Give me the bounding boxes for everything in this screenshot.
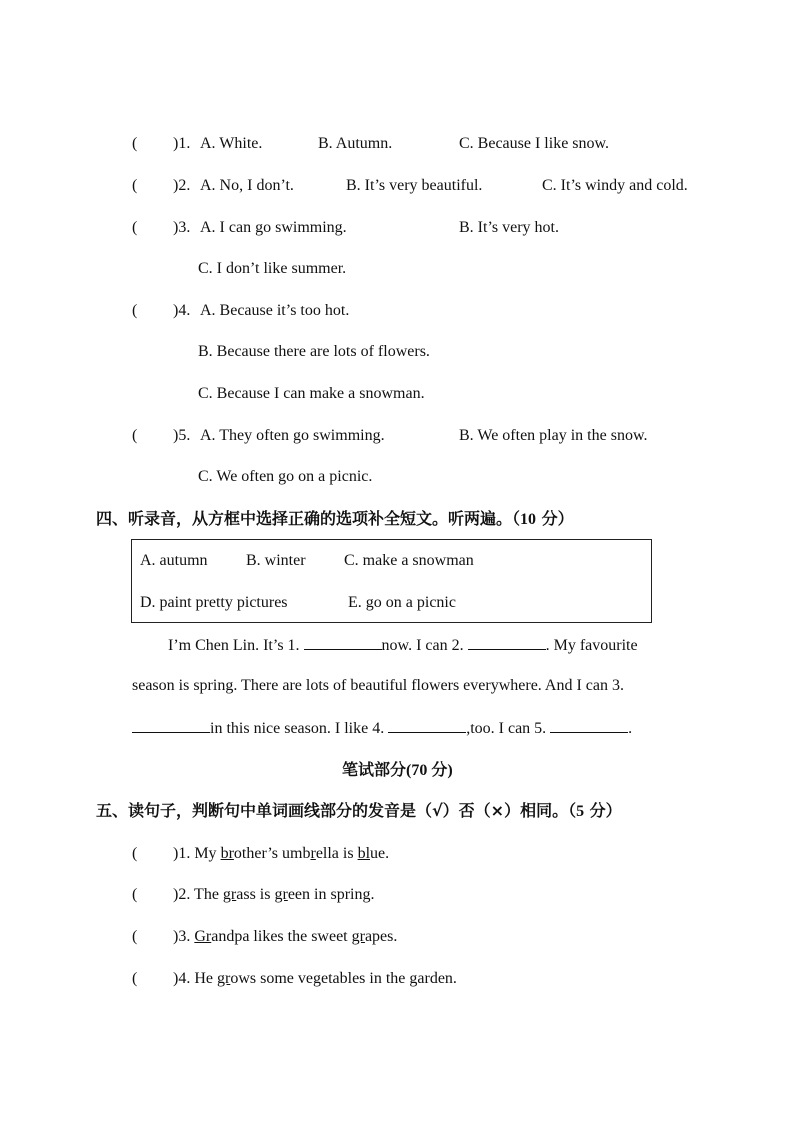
underlined-part: Gr (194, 928, 212, 945)
underlined-part: r (310, 845, 316, 862)
passage-text: now. I can 2. (381, 637, 468, 654)
sentence-text: The (190, 886, 223, 903)
section5-score-unit: 分） (584, 801, 622, 820)
box-option-e: E. go on a picnic (348, 594, 456, 611)
q4-number: )4. (173, 302, 191, 319)
blank-5[interactable] (550, 718, 628, 733)
s5-q3-sentence (173, 927, 397, 947)
section5-heading (96, 801, 622, 822)
s5-q4-number: )4. (173, 970, 191, 987)
q1-option-c: C. Because I like snow. (459, 135, 610, 152)
sentence-text: ue. (370, 845, 390, 862)
passage-text: in this nice season. I like 4. (210, 720, 389, 737)
s5-q4-paren: ( (132, 970, 138, 987)
s5-q3-number: )3. (173, 928, 191, 945)
s5-q1-sentence (173, 844, 389, 864)
s5-q2-paren: ( (132, 886, 138, 903)
sentence-text: ows some vegetables in the garden. (230, 970, 457, 987)
q2-number: )2. (173, 177, 191, 194)
q2-option-c: C. It’s windy and cold. (542, 177, 688, 194)
section4-score-unit: 分） (536, 509, 574, 528)
underlined-part: gr (274, 886, 288, 903)
q1-option-b: B. Autumn. (318, 135, 393, 152)
section4-heading-text: 四、听录音，从方框中选择正确的选项补全短文。听两遍。（ (96, 509, 521, 528)
underlined-part: gr (222, 886, 237, 903)
passage-text: I’m Chen Lin. It’s 1. (168, 637, 304, 654)
s5-q3-paren: ( (132, 928, 138, 945)
sentence-text: He (190, 970, 217, 987)
sentence-text: other’s umb (233, 845, 311, 862)
q1-option-a: A. White. (200, 135, 263, 152)
q5-paren: ( (132, 427, 138, 444)
underlined-part: gr (216, 970, 231, 987)
q4-paren: ( (132, 302, 138, 319)
box-option-b: B. winter (246, 552, 306, 569)
s5-q4-sentence (173, 969, 457, 989)
blank-3[interactable] (132, 718, 210, 733)
sentence-text: My (190, 845, 221, 862)
q2-option-b: B. It’s very beautiful. (346, 177, 483, 194)
q3-paren: ( (132, 219, 138, 236)
section4-score: 10 (520, 511, 537, 528)
blank-4[interactable] (388, 718, 466, 733)
q1-paren: ( (132, 135, 138, 152)
q3-option-c: C. I don’t like summer. (198, 260, 347, 277)
q1-number: )1. (173, 135, 191, 152)
section4-heading (96, 509, 574, 530)
passage-text: ,too. I can 5. (466, 720, 551, 737)
sentence-text: een in spring. (287, 886, 375, 903)
q3-option-b: B. It’s very hot. (459, 219, 559, 236)
written-part-score: (70 分) (406, 762, 453, 779)
q5-number: )5. (173, 427, 191, 444)
box-option-c: C. make a snowman (344, 552, 474, 569)
q4-option-a: A. Because it’s too hot. (200, 302, 350, 319)
blank-2[interactable] (468, 635, 546, 650)
passage-line-1 (168, 635, 638, 656)
q4-option-b: B. Because there are lots of flowers. (198, 343, 430, 360)
blank-1[interactable] (304, 635, 382, 650)
box-option-a: A. autumn (140, 552, 208, 569)
passage-text: . My favourite (545, 637, 638, 654)
box-option-d: D. paint pretty pictures (140, 594, 288, 611)
section5-heading-text: 五、读句子，判断句中单词画线部分的发音是（√）否（×）相同。（ (96, 801, 577, 820)
underlined-part: bl (357, 845, 371, 862)
q5-option-c: C. We often go on a picnic. (198, 468, 373, 485)
written-part-title (342, 760, 453, 781)
s5-q2-sentence (173, 885, 374, 905)
written-part-title-text: 笔试部分 (342, 760, 407, 779)
underlined-part: gr (351, 928, 365, 945)
section5-score: 5 (576, 803, 585, 820)
sentence-text: ass is (236, 886, 275, 903)
passage-line-3 (132, 718, 632, 739)
s5-q1-paren: ( (132, 845, 138, 862)
s5-q2-number: )2. (173, 886, 191, 903)
q5-option-b: B. We often play in the snow. (459, 427, 648, 444)
passage-text: . (628, 720, 633, 737)
underlined-part: br (220, 845, 234, 862)
q2-option-a: A. No, I don’t. (200, 177, 294, 194)
q3-option-a: A. I can go swimming. (200, 219, 347, 236)
q2-paren: ( (132, 177, 138, 194)
q4-option-c: C. Because I can make a snowman. (198, 385, 425, 402)
passage-line-2: season is spring. There are lots of beautiful flowers everywhere. And I can 3. (132, 677, 624, 694)
sentence-text: apes. (364, 928, 398, 945)
sentence-text: andpa likes the sweet (211, 928, 352, 945)
s5-q1-number: )1. (173, 845, 191, 862)
q3-number: )3. (173, 219, 191, 236)
q5-option-a: A. They often go swimming. (200, 427, 385, 444)
sentence-text: ella is (315, 845, 358, 862)
